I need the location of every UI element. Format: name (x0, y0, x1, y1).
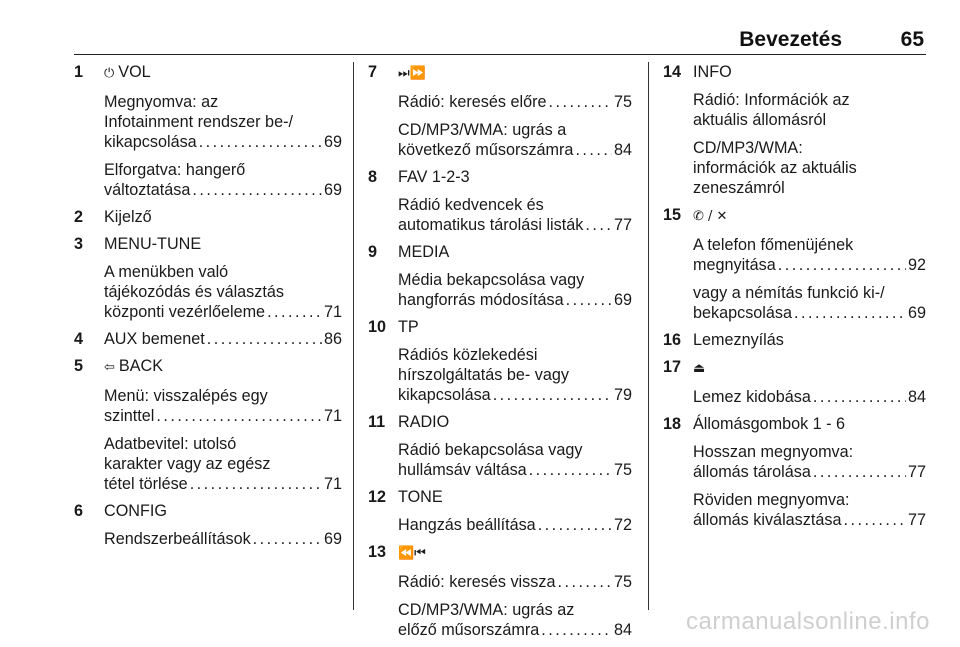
item-description (398, 515, 632, 535)
page-header (74, 24, 926, 55)
description-line: Hosszan megnyomva: (693, 443, 854, 461)
power-icon: ⏻ (104, 66, 115, 81)
column-divider (648, 62, 649, 610)
leader-dots (207, 329, 322, 349)
item-heading (398, 62, 632, 84)
description-line: CD/MP3/WMA: ugrás a (398, 121, 567, 139)
description-entry (104, 474, 342, 494)
item-number: 14 (663, 63, 682, 81)
item-number: 5 (74, 357, 84, 375)
item-description (398, 572, 632, 592)
legend-item (663, 414, 926, 530)
description-line: tétel törlése (104, 475, 188, 493)
item-label: MEDIA (398, 243, 450, 261)
description-entry (398, 215, 632, 235)
item-number: 16 (663, 331, 682, 349)
leader-dots (541, 620, 612, 640)
page-reference[interactable]: 84 (613, 621, 632, 639)
legend-item (368, 242, 632, 310)
description-line: Elforgatva: hangerő (104, 161, 246, 179)
leader-dots (566, 290, 612, 310)
item-description (398, 440, 632, 480)
legend-item (74, 234, 342, 322)
description-entry (693, 303, 926, 323)
item-heading (398, 412, 632, 432)
description-entry (398, 620, 632, 640)
item-number: 18 (663, 415, 682, 433)
leader-dots (192, 180, 322, 200)
legend-item (663, 330, 926, 350)
item-heading (693, 205, 926, 227)
page-reference[interactable]: 69 (613, 291, 632, 309)
description-entry (398, 515, 632, 535)
item-heading (104, 356, 342, 378)
description-line: Rendszerbeállítások (104, 530, 251, 548)
item-description (104, 262, 342, 322)
item-description (693, 283, 926, 323)
item-heading (693, 330, 926, 350)
item-description (398, 92, 632, 112)
description-line: Rádió: Információk az (693, 91, 850, 109)
leader-dots (529, 460, 612, 480)
description-entry (398, 572, 632, 592)
description-line: megnyitása (693, 256, 776, 274)
description-line: Hangzás beállítása (398, 516, 536, 534)
item-label: TONE (398, 488, 443, 506)
leader-dots (813, 387, 906, 407)
column-3 (663, 62, 926, 537)
item-label: Lemeznyílás (693, 331, 784, 349)
item-label: AUX bemenet (104, 330, 205, 348)
description-line: Lemez kidobása (693, 388, 811, 406)
item-heading (693, 357, 926, 379)
item-heading (104, 501, 342, 521)
description-line: Röviden megnyomva: (693, 491, 850, 509)
description-line: szinttel (104, 407, 155, 425)
description-entry (398, 140, 632, 160)
column-2 (368, 62, 632, 647)
item-description (693, 442, 926, 482)
legend-item (663, 205, 926, 323)
description-line: következő műsorszámra (398, 141, 574, 159)
item-number: 1 (74, 63, 84, 81)
legend-item (663, 357, 926, 407)
description-entry (693, 510, 926, 530)
item-number: 17 (663, 358, 682, 376)
legend-item (74, 356, 342, 494)
leader-dots (778, 255, 906, 275)
item-number: 13 (368, 543, 387, 561)
page-reference[interactable]: 77 (613, 216, 632, 234)
description-line: CD/MP3/WMA: (693, 139, 803, 157)
description-line: kikapcsolása (398, 386, 491, 404)
description-entry (693, 462, 926, 482)
phone-mute-icon: ✆ / ✕ (693, 209, 728, 224)
eject-icon: ⏏ (693, 361, 706, 376)
description-line: hullámsáv váltása (398, 461, 527, 479)
item-number: 6 (74, 502, 84, 520)
description-line: Rádió kedvencek és (398, 196, 544, 214)
description-line: Rádió bekapcsolása vagy (398, 441, 583, 459)
item-description (693, 490, 926, 530)
page-reference[interactable]: 75 (613, 461, 632, 479)
item-description (693, 235, 926, 275)
legend-item (663, 62, 926, 198)
description-line: CD/MP3/WMA: ugrás az (398, 601, 575, 619)
description-entry (693, 387, 926, 407)
item-heading (104, 234, 342, 254)
page-reference[interactable]: 75 (613, 93, 632, 111)
item-description (104, 386, 342, 426)
page-reference[interactable]: 71 (323, 475, 342, 493)
description-entry (104, 529, 342, 549)
item-label: FAV 1-2-3 (398, 168, 470, 186)
item-label: INFO (693, 63, 732, 81)
item-number: 9 (368, 243, 378, 261)
legend-item (368, 317, 632, 405)
leader-dots (575, 140, 612, 160)
leader-dots (190, 474, 322, 494)
leader-dots (843, 510, 906, 530)
legend-item (74, 329, 342, 349)
page-reference[interactable]: 92 (907, 256, 926, 274)
item-label: VOL (118, 63, 151, 81)
description-line: karakter vagy az egész (104, 455, 271, 473)
description-line: kikapcsolása (104, 133, 197, 151)
description-line: tájékozódás és választás (104, 283, 284, 301)
item-heading (693, 62, 926, 82)
page-reference[interactable]: 77 (907, 463, 926, 481)
legend-item (368, 542, 632, 640)
description-entry (398, 460, 632, 480)
description-entry (104, 180, 342, 200)
description-line: aktuális állomásról (693, 111, 827, 129)
page-reference[interactable]: 71 (323, 303, 342, 321)
description-line: Menü: visszalépés egy (104, 387, 268, 405)
item-description (693, 90, 926, 130)
item-heading (398, 542, 632, 564)
item-description (693, 138, 926, 198)
item-heading (398, 317, 632, 337)
description-line: Infotainment rendszer be-/ (104, 113, 293, 131)
legend-item (368, 167, 632, 235)
item-description (398, 270, 632, 310)
item-heading (398, 487, 632, 507)
leader-dots (557, 572, 612, 592)
description-line: állomás tárolása (693, 463, 811, 481)
description-line: Rádió: keresés vissza (398, 573, 556, 591)
item-heading (398, 167, 632, 187)
description-line: vagy a némítás funkció ki-/ (693, 284, 885, 302)
description-entry (104, 132, 342, 152)
description-line: Adatbevitel: utolsó (104, 435, 237, 453)
item-description (398, 345, 632, 405)
column-1 (74, 62, 342, 556)
item-label: RADIO (398, 413, 450, 431)
item-number: 12 (368, 488, 387, 506)
item-heading (398, 242, 632, 262)
seek-backward-icon: ⏪⏮ (398, 546, 426, 561)
description-line: Megnyomva: az (104, 93, 219, 111)
description-line: A menükben való (104, 263, 229, 281)
item-description (398, 600, 632, 640)
item-number: 4 (74, 330, 84, 348)
description-entry (398, 290, 632, 310)
description-entry (398, 385, 632, 405)
legend-item (368, 62, 632, 160)
item-description (398, 195, 632, 235)
item-description (104, 434, 342, 494)
page-reference[interactable]: 77 (907, 511, 926, 529)
leader-dots (156, 406, 322, 426)
description-line: információk az aktuális (693, 159, 857, 177)
description-line: állomás kiválasztása (693, 511, 842, 529)
leader-dots (538, 515, 612, 535)
legend-item (368, 412, 632, 480)
item-label: MENU-TUNE (104, 235, 202, 253)
description-line: központi vezérlőeleme (104, 303, 266, 321)
item-number: 10 (368, 318, 387, 336)
description-entry (104, 406, 342, 426)
leader-dots (253, 529, 322, 549)
item-heading (693, 414, 926, 434)
page-number: 65 (900, 28, 924, 51)
item-heading (104, 207, 342, 227)
page-reference[interactable]: 79 (613, 386, 632, 404)
item-label: TP (398, 318, 419, 336)
legend-item (74, 501, 342, 549)
item-description (398, 120, 632, 160)
item-description (693, 387, 926, 407)
page-reference[interactable]: 69 (323, 530, 342, 548)
page-title: Bevezetés (739, 28, 842, 51)
item-label: Kijelző (104, 208, 152, 226)
item-label-entry (104, 329, 342, 349)
legend-item (74, 62, 342, 200)
column-divider (353, 62, 354, 610)
item-number: 2 (74, 208, 84, 226)
page-reference[interactable]: 84 (613, 141, 632, 159)
item-label: Állomásgombok 1 - 6 (693, 415, 846, 433)
description-line: hangforrás módosítása (398, 291, 564, 309)
leader-dots (813, 462, 906, 482)
item-number: 15 (663, 206, 682, 224)
description-line: Média bekapcsolása vagy (398, 271, 585, 289)
page-reference[interactable]: 84 (907, 388, 926, 406)
description-line: Rádió: keresés előre (398, 93, 547, 111)
page-reference[interactable]: 71 (323, 407, 342, 425)
item-number: 11 (368, 413, 386, 431)
back-arrow-icon: ⇦ (104, 360, 115, 375)
seek-forward-icon: ⏭⏩ (398, 66, 426, 81)
page-reference[interactable]: 69 (323, 133, 342, 151)
legend-item (74, 207, 342, 227)
page-reference[interactable]: 86 (323, 330, 342, 348)
item-number: 8 (368, 168, 378, 186)
leader-dots (585, 215, 612, 235)
item-label: BACK (118, 357, 163, 375)
page-reference[interactable]: 75 (613, 573, 632, 591)
description-entry (104, 302, 342, 322)
description-line: zeneszámról (693, 179, 785, 197)
description-entry (398, 92, 632, 112)
watermark: carmanualsonline.info (686, 608, 930, 635)
leader-dots (794, 303, 906, 323)
item-description (104, 529, 342, 549)
description-line: A telefon főmenüjének (693, 236, 854, 254)
item-description (104, 160, 342, 200)
description-line: előző műsorszámra (398, 621, 540, 639)
page-reference[interactable]: 69 (323, 181, 342, 199)
description-line: változtatása (104, 181, 191, 199)
description-entry (693, 255, 926, 275)
item-number: 3 (74, 235, 84, 253)
page-reference[interactable]: 72 (613, 516, 632, 534)
leader-dots (199, 132, 322, 152)
description-line: Rádiós közlekedési (398, 346, 538, 364)
page-reference[interactable]: 69 (907, 304, 926, 322)
leader-dots (267, 302, 322, 322)
description-line: hírszolgáltatás be- vagy (398, 366, 569, 384)
item-label: CONFIG (104, 502, 167, 520)
legend-item (368, 487, 632, 535)
description-line: bekapcsolása (693, 304, 792, 322)
item-number: 7 (368, 63, 378, 81)
leader-dots (548, 92, 612, 112)
leader-dots (493, 385, 612, 405)
item-heading (104, 62, 342, 84)
item-description (104, 92, 342, 152)
description-line: automatikus tárolási listák (398, 216, 584, 234)
